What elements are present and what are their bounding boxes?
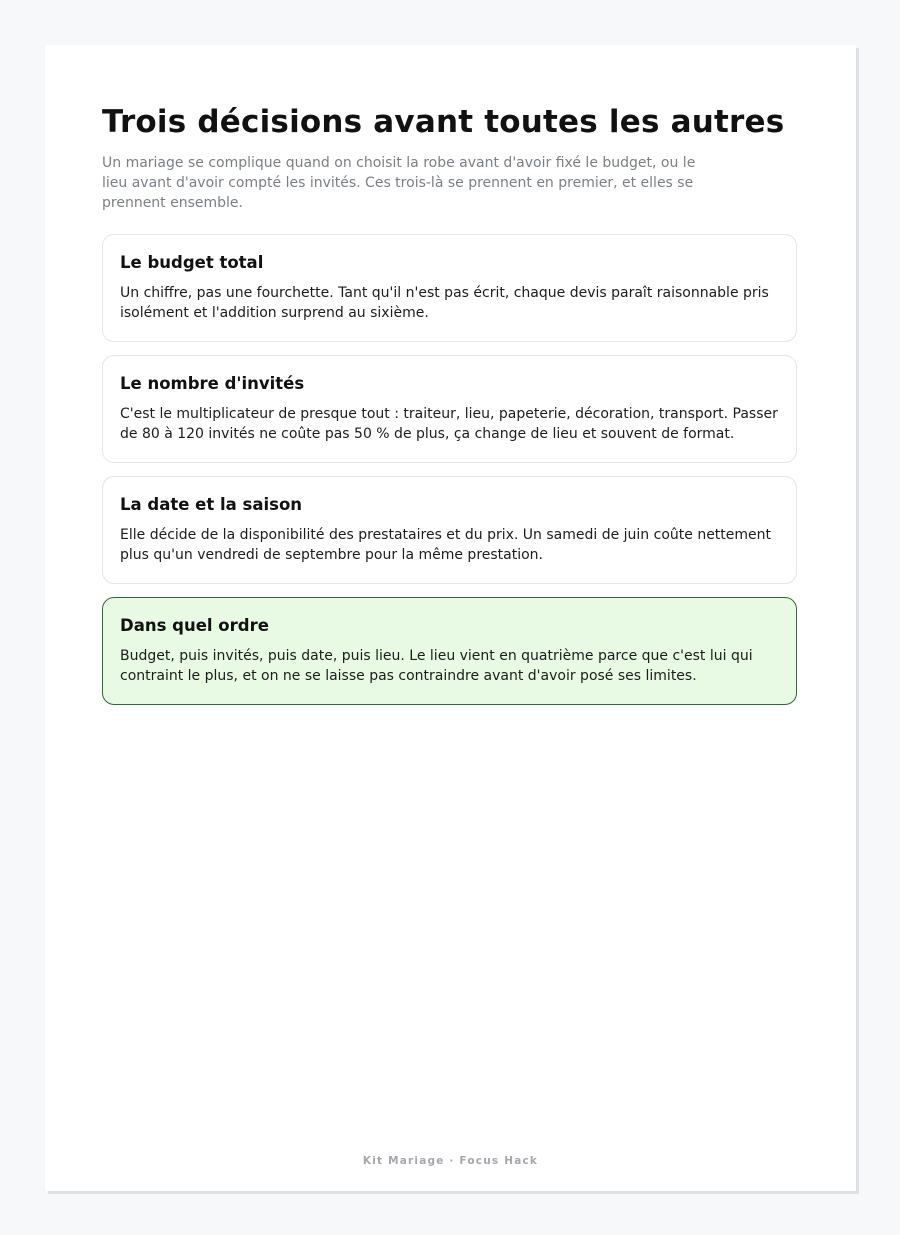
page-footer: Kit Mariage · Focus Hack xyxy=(362,1155,539,1167)
card-date xyxy=(102,476,797,584)
card-guests xyxy=(102,355,797,463)
document-page xyxy=(45,45,856,1191)
intro-paragraph: Un mariage se complique quand on choisit la robe avant d'avoir fixé le budget, ou le lieu avant d'avoir compté les invités. Ces trois-là se prennent en premier, et elles se prennent ensemble. xyxy=(102,155,696,211)
card-title: Dans quel ordre xyxy=(120,616,269,635)
card-title: Le budget total xyxy=(120,253,264,272)
card-title: La date et la saison xyxy=(120,495,303,514)
card-body: Elle décide de la disponibilité des prestataires et du prix. Un samedi de juin coûte nettement plus qu'un vendredi de septembre pour la même prestation. xyxy=(120,527,772,563)
page-title: Trois décisions avant toutes les autres xyxy=(102,104,785,140)
card-body: C'est le multiplicateur de presque tout : traiteur, lieu, papeterie, décoration, transport. Passer de 80 à 120 invités ne coûte pas 50 % de plus, ça change de lieu et souvent de format. xyxy=(120,406,778,442)
card-body: Un chiffre, pas une fourchette. Tant qu'il n'est pas écrit, chaque devis paraît raisonnable pris isolément et l'addition surprend au sixième. xyxy=(120,285,769,321)
card-body: Budget, puis invités, puis date, puis lieu. Le lieu vient en quatrième parce que c'est lui qui contraint le plus, et on ne se laisse pas contraindre avant d'avoir posé ses limites. xyxy=(120,648,753,684)
page-content xyxy=(102,101,797,718)
card-budget xyxy=(102,234,797,342)
card-order-highlight xyxy=(102,597,797,705)
decision-cards xyxy=(102,234,797,705)
card-title: Le nombre d'invités xyxy=(120,374,305,393)
